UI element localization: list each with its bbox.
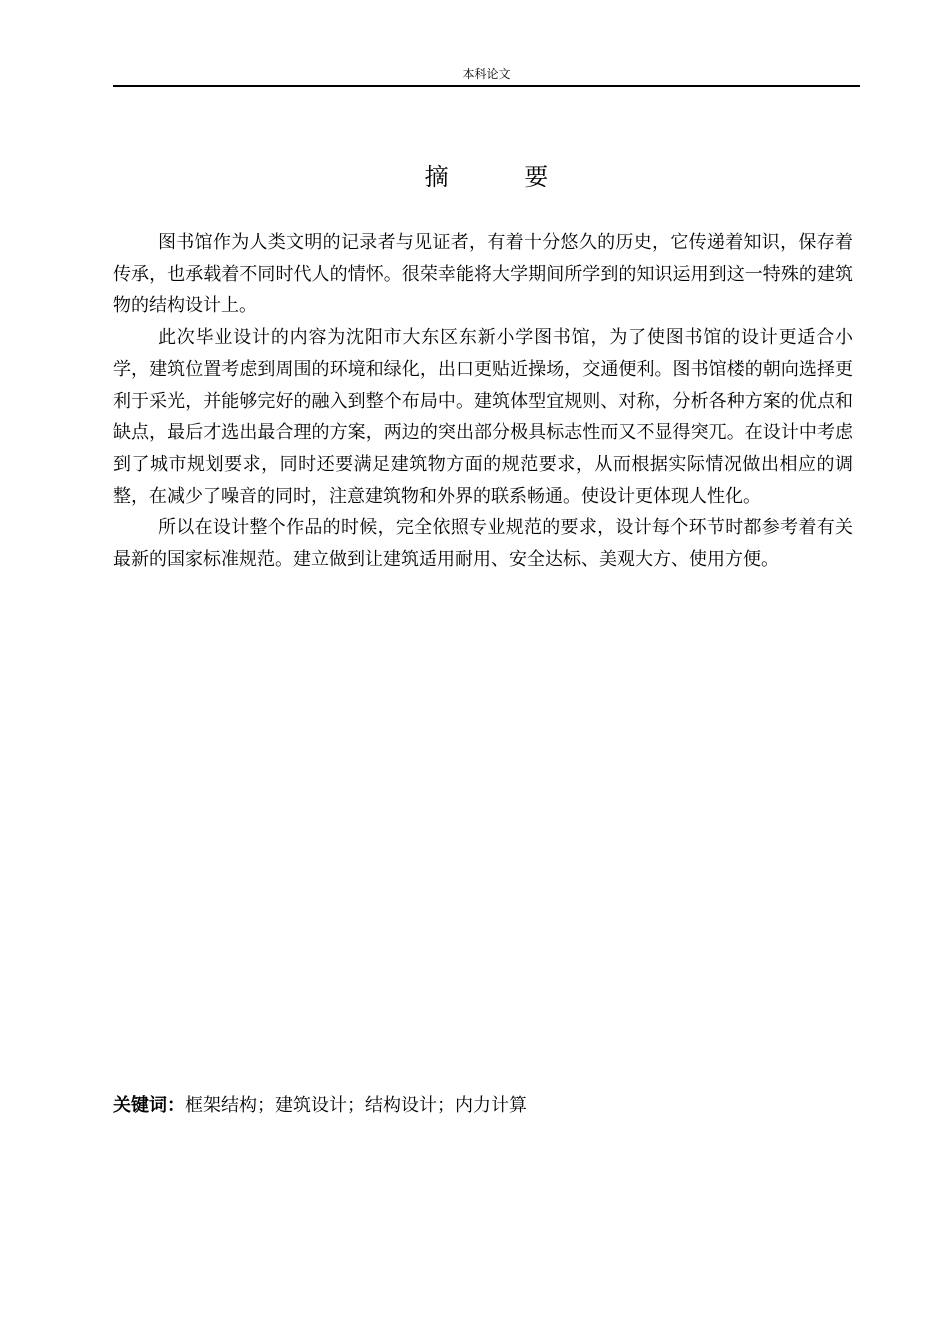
abstract-paragraph-3: 所以在设计整个作品的时候，完全依照专业规范的要求，设计每个环节时都参考着有关最新的国家标准规范。建立做到让建筑适用耐用、安全达标、美观大方、使用方便。: [113, 517, 853, 571]
keywords-line: [113, 1090, 860, 1122]
abstract-title: 摘 要: [424, 163, 583, 191]
header-divider: [113, 85, 860, 87]
keywords-label: 关键词：: [113, 1095, 185, 1116]
page-header: 本科论文: [462, 67, 511, 81]
keywords-value: 框架结构；建筑设计；结构设计；内力计算: [185, 1095, 527, 1116]
abstract-paragraph-1: 图书馆作为人类文明的记录者与见证者，有着十分悠久的历史，它传递着知识，保存着传承，也承载着不同时代人的情怀。很荣幸能将大学期间所学到的知识运用到这一特殊的建筑物的结构设计上。: [113, 232, 853, 317]
abstract-paragraph-2: 此次毕业设计的内容为沈阳市大东区东新小学图书馆，为了使图书馆的设计更适合小学，建筑位置考虑到周围的环境和绿化，出口更贴近操场，交通便利。图书馆楼的朝向选择更利于采光，并能够完好的融入到整个布局中。建筑体型宜规则、对称，分析各种方案的优点和缺点，最后才选出最合理的方案，两边的突出部分极具标志性而又不显得突兀。在设计中考虑到了城市规划要求，同时还要满足建筑物方面的规范要求，从而根据实际情况做出相应的调整，在减少了噪音的同时，注意建筑物和外界的联系畅通。使设计更体现人性化。: [113, 327, 853, 507]
abstract-body: [113, 227, 853, 576]
